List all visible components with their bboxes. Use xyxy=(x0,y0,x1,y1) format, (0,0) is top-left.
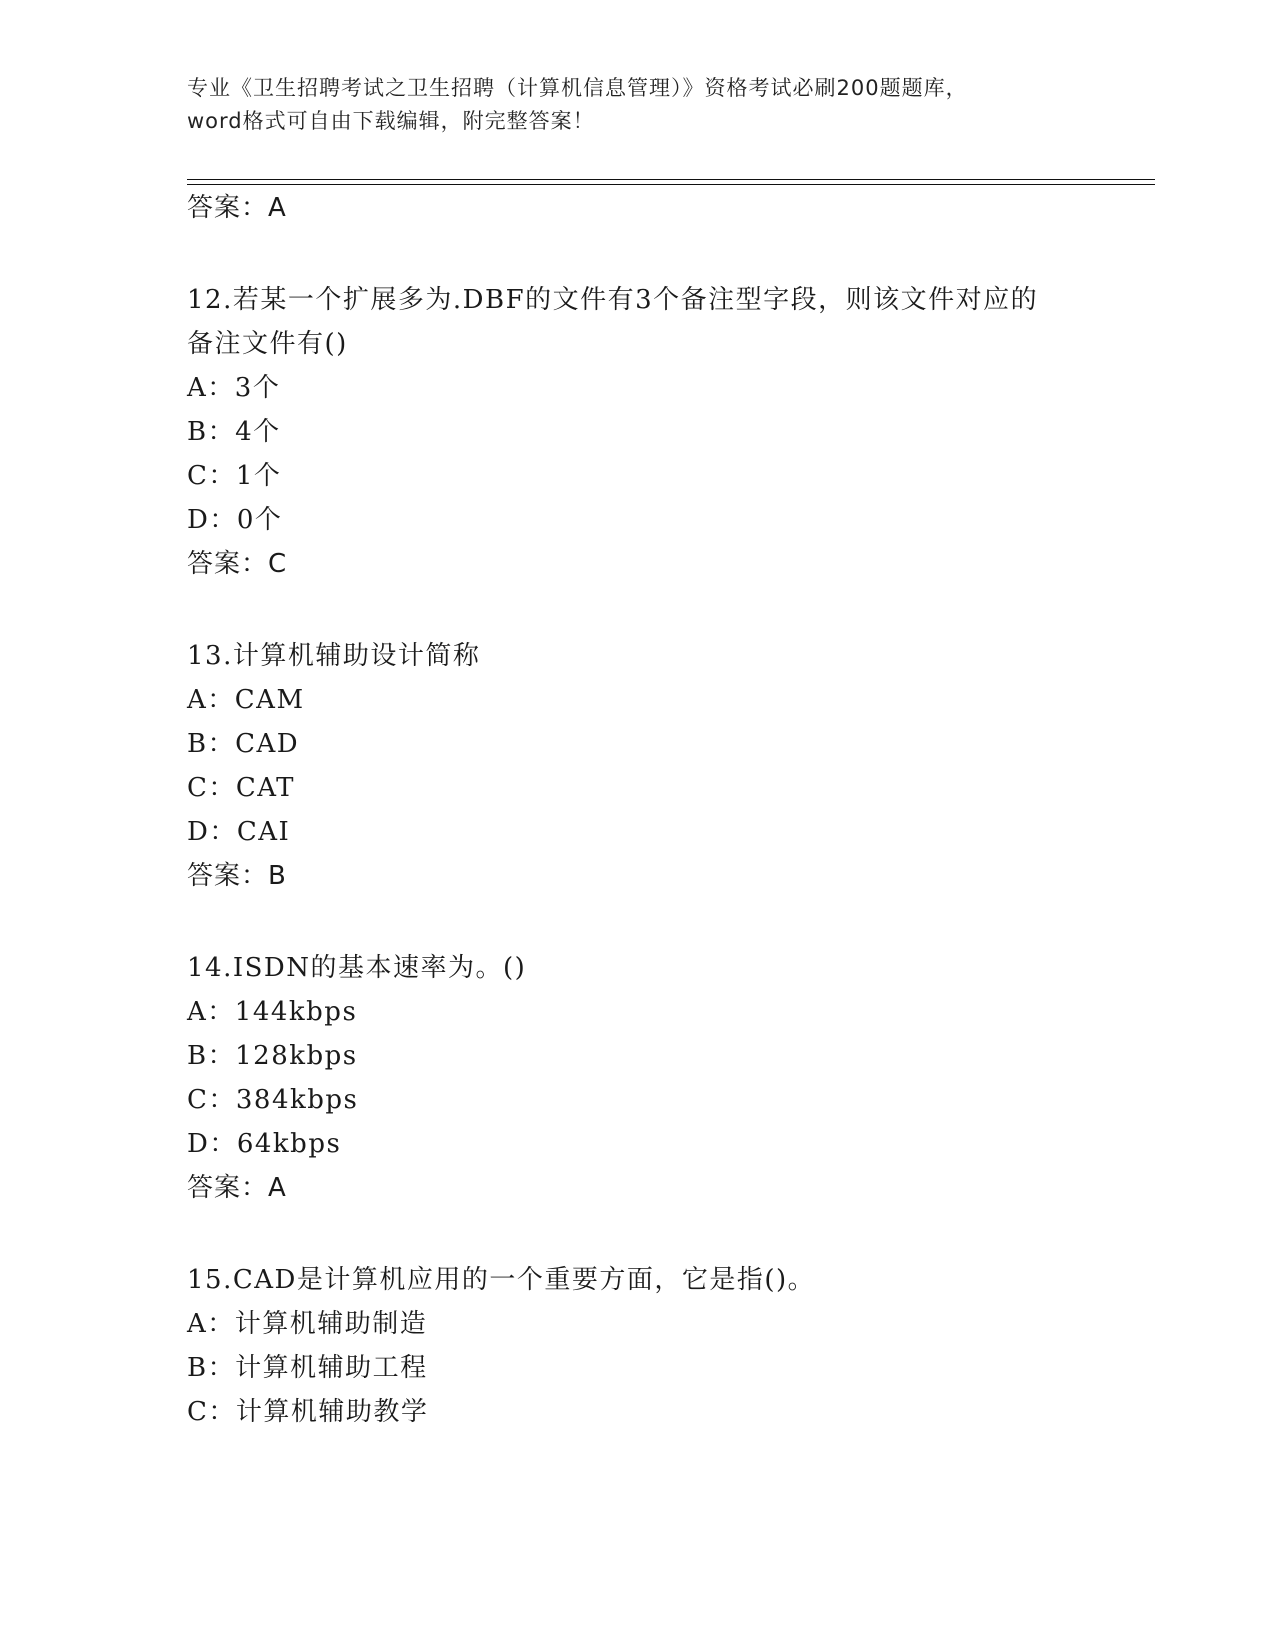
question-12-stem-line2: 备注文件有() xyxy=(187,329,348,359)
question-12-option-d: D：0个 xyxy=(187,505,283,535)
question-15-option-b: B：计算机辅助工程 xyxy=(187,1353,428,1383)
question-13-option-a: A：CAM xyxy=(187,685,305,715)
question-14-option-b: B：128kbps xyxy=(187,1041,358,1071)
answer-q12: 答案：C xyxy=(187,549,288,579)
question-14-option-d: D：64kbps xyxy=(187,1129,342,1159)
answer-q14: 答案：A xyxy=(187,1173,287,1203)
answer-q11: 答案：A xyxy=(187,193,287,223)
question-15-stem: 15.CAD是计算机应用的一个重要方面，它是指()。 xyxy=(187,1265,816,1295)
question-13-option-d: D：CAI xyxy=(187,817,291,847)
header-divider xyxy=(187,179,1155,180)
question-12-option-b: B：4个 xyxy=(187,417,281,447)
page-header xyxy=(187,72,1087,138)
question-12-option-c: C：1个 xyxy=(187,461,282,491)
header-divider-thin xyxy=(187,184,1155,185)
question-14-option-c: C：384kbps xyxy=(187,1085,359,1115)
question-15-option-c: C：计算机辅助教学 xyxy=(187,1397,429,1427)
question-14-stem: 14.ISDN的基本速率为。() xyxy=(187,953,527,983)
question-12-option-a: A：3个 xyxy=(187,373,281,403)
question-13-option-b: B：CAD xyxy=(187,729,300,759)
question-13-stem: 13.计算机辅助设计简称 xyxy=(187,641,481,671)
question-13-option-c: C：CAT xyxy=(187,773,295,803)
question-14-option-a: A：144kbps xyxy=(187,997,358,1027)
question-12-stem-line1: 12.若某一个扩展多为.DBF的文件有3个备注型字段，则该文件对应的 xyxy=(187,285,1039,315)
header-title-line1: 专业《卫生招聘考试之卫生招聘（计算机信息管理）》资格考试必刷200题题库， xyxy=(187,76,968,100)
question-15-option-a: A：计算机辅助制造 xyxy=(187,1309,428,1339)
answer-q13: 答案：B xyxy=(187,861,287,891)
header-title-line2: word格式可自由下载编辑，附完整答案！ xyxy=(187,109,595,133)
